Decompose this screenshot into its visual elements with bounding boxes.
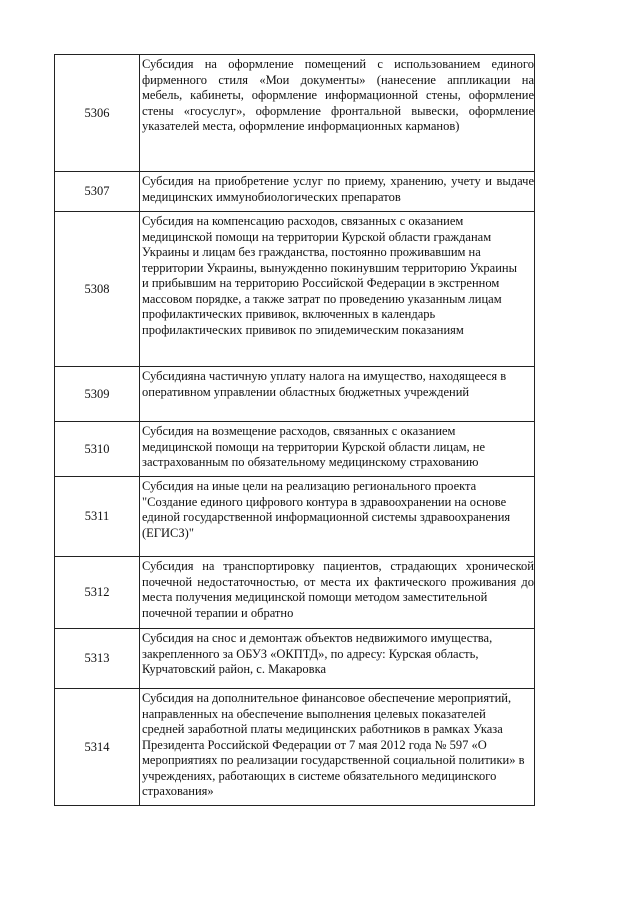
description-line: Субсидия на иные цели на реализацию регионального проекта	[142, 479, 477, 493]
description-line: единой государственной информационной системы здравоохранения	[142, 510, 511, 524]
description-line: Субсидияна частичную уплату налога на имущество, находящееся в	[142, 369, 507, 383]
description-line: закрепленного за ОБУЗ «ОКПТД», по адресу: Курская область,	[142, 646, 479, 661]
row-description	[140, 212, 535, 367]
table-row	[55, 172, 535, 212]
description-line: места получения медицинской помощи методом заместительной	[142, 590, 488, 604]
description-line: мероприятиях по реализации государственной социальной политики» в	[142, 753, 525, 767]
subsidy-table-body	[55, 55, 535, 806]
description-line: Курчатовский район, с. Макаровка	[142, 662, 327, 676]
row-code: 5311	[55, 477, 140, 557]
description-line: учреждениях, работающих в системе обязательного медицинского	[142, 768, 497, 783]
table-row	[55, 629, 535, 689]
table-row	[55, 477, 535, 557]
table-row	[55, 212, 535, 367]
table-row	[55, 55, 535, 172]
row-code: 5313	[55, 629, 140, 689]
row-description	[140, 55, 535, 172]
row-description	[140, 367, 535, 422]
row-description	[140, 477, 535, 557]
description-line: медицинских иммунобиологических препаратов	[142, 189, 401, 204]
description-line: Субсидия на оформление помещений с использованием единого	[142, 57, 534, 71]
row-description	[140, 689, 535, 806]
row-code: 5306	[55, 55, 140, 172]
row-description	[140, 629, 535, 689]
row-code: 5312	[55, 557, 140, 629]
description-line: стены «госуслуг», оформление фронтальной вывески, оформление	[142, 103, 534, 118]
description-line: профилактических прививок, включенных в календарь	[142, 307, 436, 321]
table-row	[55, 422, 535, 477]
description-line: Украины и лицам без гражданства, постоянно проживавшим на	[142, 245, 481, 259]
row-code: 5310	[55, 422, 140, 477]
subsidy-table	[54, 54, 535, 806]
row-code: 5309	[55, 367, 140, 422]
description-line: застрахованным по обязательному медицинскому страхованию	[142, 455, 479, 469]
description-line: указателей места, оформление информационных карманов)	[142, 119, 460, 133]
description-line: медицинской помощи на территории Курской области гражданам	[142, 229, 492, 244]
description-line: "Создание единого цифрового контура в здравоохранении на основе	[142, 494, 507, 509]
row-description	[140, 172, 535, 212]
description-line: Субсидия на приобретение услуг по приему, хранению, учету и выдаче	[142, 174, 534, 188]
description-line: массовом порядке, а также затрат по проведению указанным лицам	[142, 291, 502, 306]
description-line: Субсидия на транспортировку пациентов, страдающих хронической	[142, 559, 534, 573]
description-line: Субсидия на дополнительное финансовое обеспечение мероприятий,	[142, 691, 512, 705]
description-line: Субсидия на компенсацию расходов, связанных с оказанием	[142, 214, 464, 228]
description-line: страхования»	[142, 784, 214, 798]
description-line: профилактических прививок по эпидемическим показаниям	[142, 322, 464, 337]
row-code: 5307	[55, 172, 140, 212]
description-line: мебель, кабинеты, оформление информационной стены, оформление	[142, 88, 534, 102]
description-line: оперативном управлении областных бюджетных учреждений	[142, 384, 470, 399]
description-line: почечной терапии и обратно	[142, 605, 294, 620]
description-line: Субсидия на снос и демонтаж объектов недвижимого имущества,	[142, 631, 493, 645]
description-line: территории Украины, вынужденно покинувшим территорию Украины	[142, 260, 517, 275]
row-description	[140, 422, 535, 477]
description-line: и прибывшим на территорию Российской Федерации в экстренном	[142, 276, 500, 290]
row-code: 5314	[55, 689, 140, 806]
table-row	[55, 557, 535, 629]
description-line: почечной недостаточностью, от места их фактического проживания до	[142, 574, 534, 589]
description-line: фирменного стиля «Мои документы» (нанесение аппликации на	[142, 72, 534, 87]
description-line: направленных на обеспечение выполнения целевых показателей	[142, 706, 486, 721]
table-row	[55, 367, 535, 422]
row-code: 5308	[55, 212, 140, 367]
description-line: Субсидия на возмещение расходов, связанных с оказанием	[142, 424, 456, 438]
table-row	[55, 689, 535, 806]
description-line: средней заработной платы медицинских работников в рамках Указа	[142, 722, 503, 736]
description-line: медицинской помощи на территории Курской области лицам, не	[142, 439, 486, 454]
row-description	[140, 557, 535, 629]
description-line: (ЕГИСЗ)"	[142, 525, 194, 540]
description-line: Президента Российской Федерации от 7 мая 2012 года № 597 «О	[142, 737, 487, 752]
